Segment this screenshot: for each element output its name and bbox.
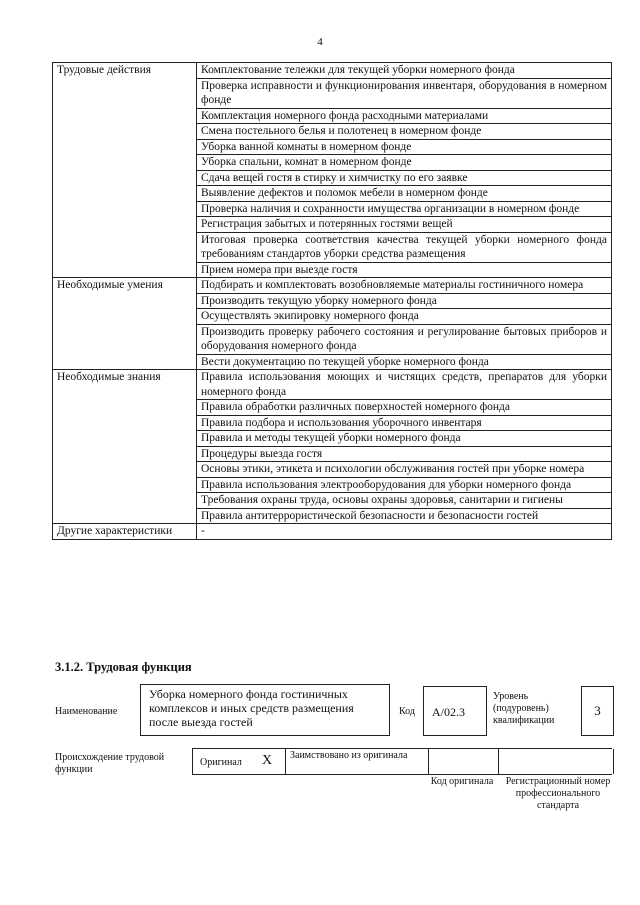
category-knowledge: Необходимые знания: [53, 370, 197, 524]
requirement-item: Сдача вещей гостя в стирку и химчистку по его заявке: [197, 170, 612, 186]
level-value: 3: [594, 703, 601, 718]
function-name-field: Уборка номерного фонда гостиничных комплексов и иных средств размещения после выезда гостей: [140, 684, 390, 736]
original-code-cell: [428, 749, 499, 774]
page-number: 4: [317, 36, 323, 48]
origin-label: Происхождение трудовой функции: [55, 752, 165, 775]
code-field: [423, 686, 487, 736]
reg-number-cell: [498, 749, 614, 774]
requirement-item: Производить текущую уборку номерного фонда: [197, 293, 612, 309]
category-other: Другие характеристики: [53, 524, 197, 540]
requirement-item: Комплектация номерного фонда расходными материалами: [197, 108, 612, 124]
borrowed-label: Заимствовано из оригинала: [290, 750, 408, 761]
requirement-item: Проверка наличия и сохранности имущества организации в номерном фонде: [197, 201, 612, 217]
code-label: Код: [399, 706, 415, 717]
requirements-table: [52, 62, 612, 540]
requirement-item: Подбирать и комплектовать возобновляемые материалы гостиничного номера: [197, 278, 612, 294]
reg-number-caption: Регистрационный номер профессионального стандарта: [505, 776, 611, 811]
requirement-item: Смена постельного белья и полотенец в номерном фонде: [197, 124, 612, 140]
other-value: -: [197, 524, 612, 540]
table-row: [53, 524, 612, 540]
requirement-item: Правила обработки различных поверхностей номерного фонда: [197, 400, 612, 416]
level-field: [581, 686, 614, 736]
requirement-item: Правила и методы текущей уборки номерного фонда: [197, 431, 612, 447]
name-label: Наименование: [55, 706, 118, 717]
requirement-item: Производить проверку рабочего состояния и регулирование бытовых приборов и оборудования номерного фонда: [197, 324, 612, 354]
category-skills: Необходимые умения: [53, 278, 197, 370]
borrowed-cell: [285, 749, 429, 774]
requirement-item: Процедуры выезда гостя: [197, 446, 612, 462]
requirement-item: Прием номера при выезде гостя: [197, 262, 612, 278]
original-code-caption: Код оригинала: [430, 776, 494, 787]
requirement-item: Правила подбора и использования уборочного инвентаря: [197, 415, 612, 431]
requirement-item: Регистрация забытых и потерянных гостями вещей: [197, 217, 612, 233]
code-value: А/02.3: [432, 705, 465, 719]
table-row: [53, 370, 612, 400]
original-label: Оригинал: [200, 757, 242, 768]
requirement-item: Проверка исправности и функционирования инвентаря, оборудования в номерном фонде: [197, 78, 612, 108]
level-label: Уровень (подуровень) квалификации: [493, 691, 555, 726]
table-row: [53, 278, 612, 294]
origin-row: [192, 748, 612, 775]
requirement-item: Комплектование тележки для текущей уборки номерного фонда: [197, 63, 612, 79]
requirement-item: Правила антитеррористической безопасности и безопасности гостей: [197, 508, 612, 524]
requirement-item: Уборка спальни, комнат в номерном фонде: [197, 155, 612, 171]
requirement-item: Итоговая проверка соответствия качества текущей уборки номерного фонда требованиям стандартов уборки средства размещения: [197, 232, 612, 262]
requirement-item: Осуществлять экипировку номерного фонда: [197, 309, 612, 325]
category-labor-actions: Трудовые действия: [53, 63, 197, 278]
requirement-item: Уборка ванной комнаты в номерном фонде: [197, 139, 612, 155]
table-row: [53, 63, 612, 79]
section-title: 3.1.2. Трудовая функция: [55, 660, 192, 674]
requirement-item: Выявление дефектов и поломок мебели в номерном фонде: [197, 186, 612, 202]
requirement-item: Вести документацию по текущей уборке номерного фонда: [197, 354, 612, 370]
original-cell: [192, 749, 286, 774]
requirement-item: Основы этики, этикета и психологии обслуживания гостей при уборке номера: [197, 462, 612, 478]
requirement-item: Правила использования электрооборудования для уборки номерного фонда: [197, 477, 612, 493]
requirement-item: Правила использования моющих и чистящих средств, препаратов для уборки номерного фонда: [197, 370, 612, 400]
requirement-item: Требования охраны труда, основы охраны здоровья, санитарии и гигиены: [197, 493, 612, 509]
original-mark: X: [262, 753, 273, 768]
